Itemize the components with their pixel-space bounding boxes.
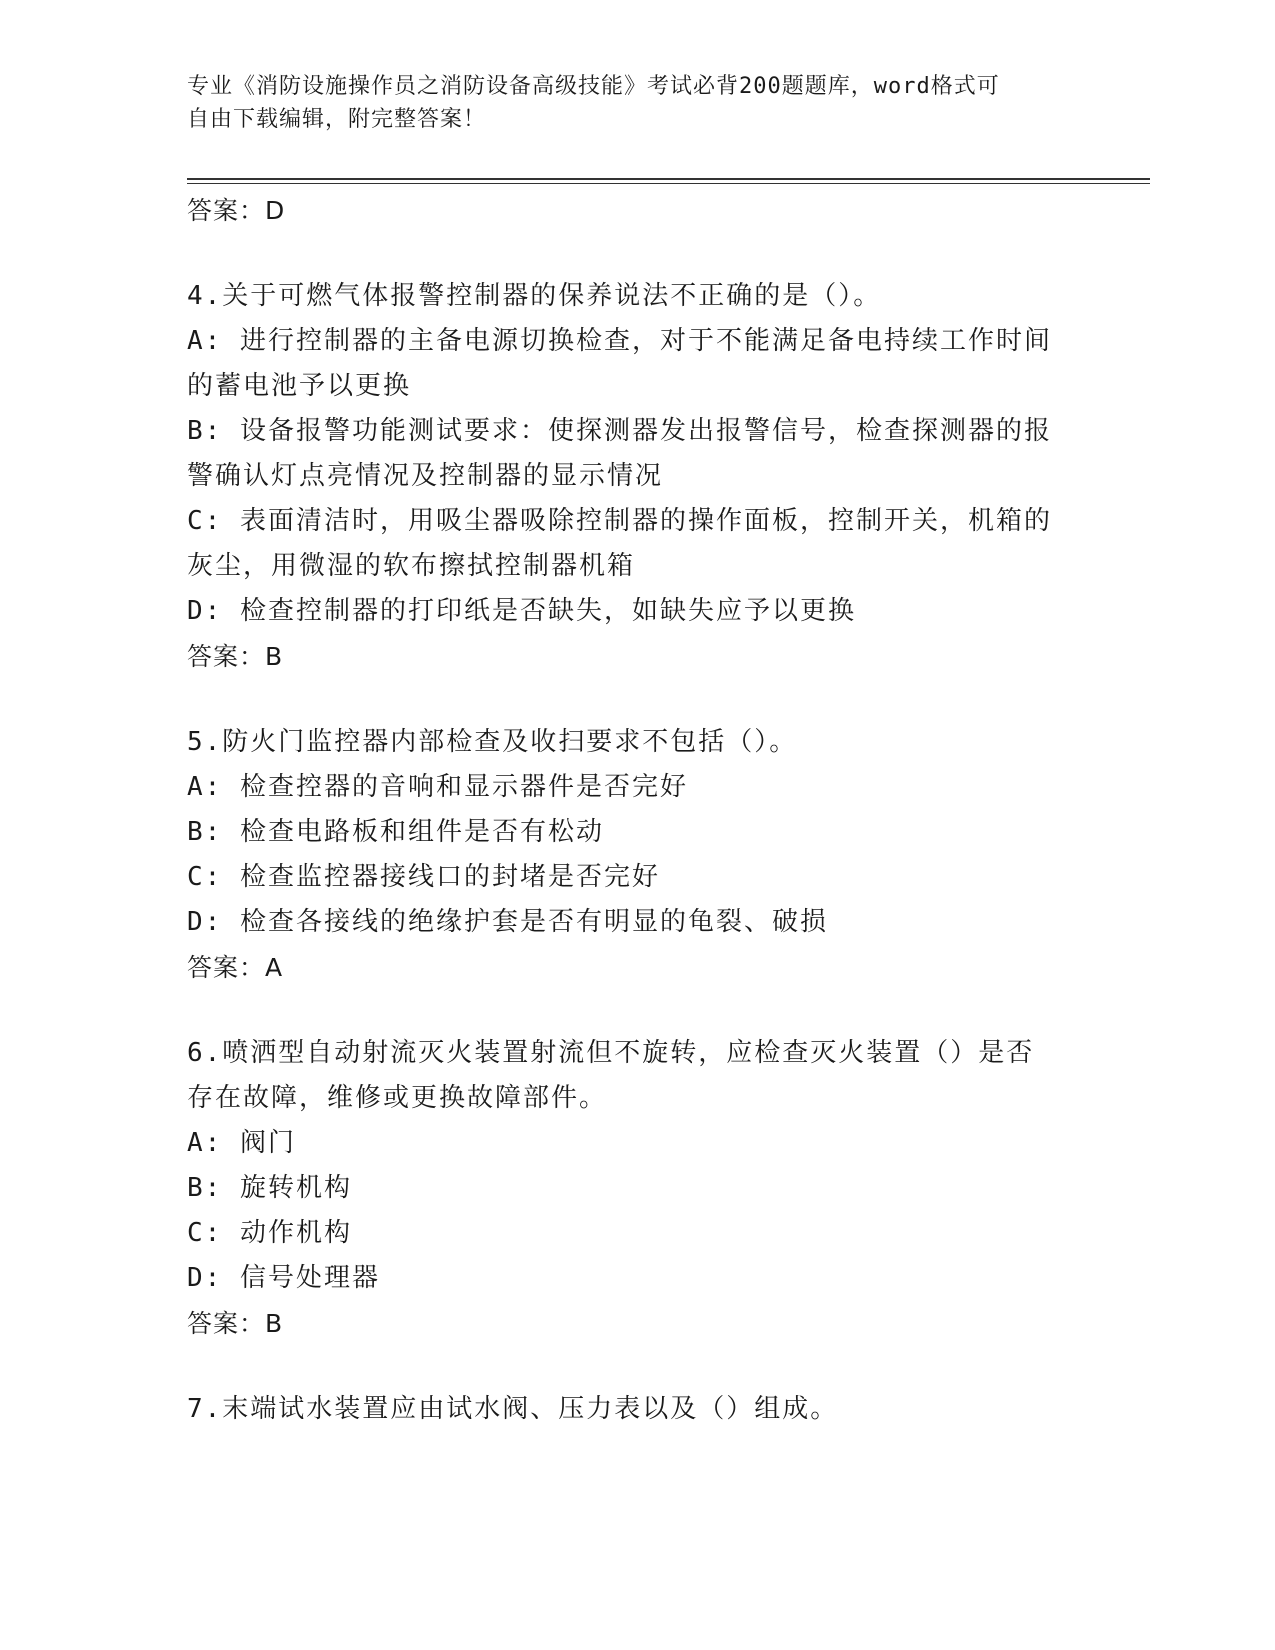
question-stem-line-2: 存在故障，维修或更换故障部件。 [187,1083,608,1113]
question-stem-line-1: 6.喷洒型自动射流灭火装置射流但不旋转，应检查灭火装置（）是否 [187,1038,1035,1068]
option-a: A: 检查控器的音响和显示器件是否完好 [187,772,688,802]
option-b-line-1: B: 设备报警功能测试要求：使探测器发出报警信号，检查探测器的报 [187,416,1052,446]
option-c-line-2: 灰尘，用微湿的软布擦拭控制器机箱 [187,551,636,581]
question-6 [187,1031,1067,1347]
option-d: D: 检查各接线的绝缘护套是否有明显的龟裂、破损 [187,907,828,937]
option-a: A: 阀门 [187,1128,296,1158]
option-d: D: 信号处理器 [187,1263,380,1293]
option-a-line-1: A: 进行控制器的主备电源切换检查，对于不能满足备电持续工作时间 [187,326,1052,356]
question-5 [187,720,1067,991]
header-rule-thin [187,183,1150,184]
question-7 [187,1387,1067,1432]
option-b-line-2: 警确认灯点亮情况及控制器的显示情况 [187,461,664,491]
question-answer: 答案：B [187,642,284,671]
question-stem: 5.防火门监控器内部检查及收扫要求不包括（）。 [187,727,798,757]
question-answer: 答案：B [187,1309,284,1338]
question-stem: 4.关于可燃气体报警控制器的保养说法不正确的是（）。 [187,281,882,311]
option-b: B: 旋转机构 [187,1173,352,1203]
header-line-1: 专业《消防设施操作员之消防设备高级技能》考试必背200题题库，word格式可 [187,74,1000,99]
document-body [187,188,1067,1432]
question-stem: 7.末端试水装置应由试水阀、压力表以及（）组成。 [187,1394,839,1424]
question-answer: 答案：A [187,953,284,982]
option-c-line-1: C: 表面清洁时，用吸尘器吸除控制器的操作面板，控制开关，机箱的 [187,506,1052,536]
option-c: C: 检查监控器接线口的封堵是否完好 [187,862,660,892]
option-d: D: 检查控制器的打印纸是否缺失，如缺失应予以更换 [187,596,856,626]
option-a-line-2: 的蓄电池予以更换 [187,371,412,401]
document-header [187,70,1067,136]
question-4 [187,274,1067,680]
previous-question-answer: 答案：D [187,196,286,225]
option-c: C: 动作机构 [187,1218,352,1248]
header-rule-thick [187,178,1150,180]
header-line-2: 自由下载编辑，附完整答案！ [187,107,487,132]
option-b: B: 检查电路板和组件是否有松动 [187,817,604,847]
